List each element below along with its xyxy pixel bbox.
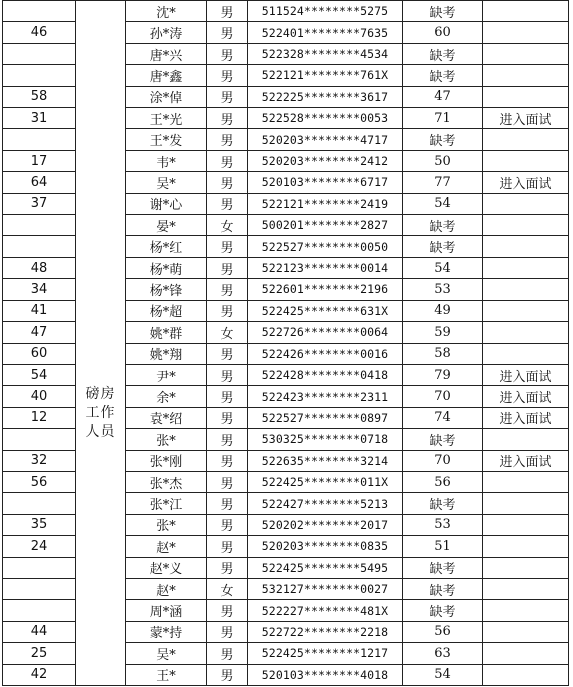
remark-cell: [483, 471, 569, 492]
rank-cell: 46: [3, 22, 76, 43]
score-cell: 63: [403, 643, 483, 664]
rank-cell: [3, 43, 76, 64]
rank-cell: 58: [3, 86, 76, 107]
sex-cell: 男: [207, 557, 248, 578]
score-cell: 缺考: [403, 129, 483, 150]
id-number-cell: 522425********5495: [248, 557, 403, 578]
sex-cell: 男: [207, 664, 248, 685]
remark-cell: [483, 664, 569, 685]
score-cell: 缺考: [403, 600, 483, 621]
id-number-cell: 522425********631X: [248, 300, 403, 321]
score-cell: 70: [403, 450, 483, 471]
rank-cell: 44: [3, 621, 76, 642]
id-number-cell: 522401********7635: [248, 22, 403, 43]
remark-cell: [483, 65, 569, 86]
score-cell: 缺考: [403, 493, 483, 514]
id-number-cell: 520203********2412: [248, 150, 403, 171]
name-cell: 王*: [126, 664, 207, 685]
sex-cell: 男: [207, 65, 248, 86]
rank-cell: 12: [3, 407, 76, 428]
name-cell: 杨*红: [126, 236, 207, 257]
score-cell: 74: [403, 407, 483, 428]
name-cell: 晏*: [126, 215, 207, 236]
remark-cell: 进入面试: [483, 450, 569, 471]
rank-cell: [3, 215, 76, 236]
rank-cell: [3, 557, 76, 578]
name-cell: 沈*: [126, 1, 207, 22]
remark-cell: [483, 578, 569, 599]
score-cell: 56: [403, 621, 483, 642]
rank-cell: [3, 1, 76, 22]
sex-cell: 男: [207, 129, 248, 150]
score-cell: 缺考: [403, 65, 483, 86]
score-cell: 59: [403, 322, 483, 343]
remark-cell: [483, 236, 569, 257]
id-number-cell: 520203********4717: [248, 129, 403, 150]
rank-cell: 64: [3, 172, 76, 193]
id-number-cell: 511524********5275: [248, 1, 403, 22]
remark-cell: [483, 150, 569, 171]
name-cell: 余*: [126, 386, 207, 407]
id-number-cell: 520103********6717: [248, 172, 403, 193]
name-cell: 姚*群: [126, 322, 207, 343]
sex-cell: 男: [207, 643, 248, 664]
remark-cell: [483, 322, 569, 343]
name-cell: 张*杰: [126, 471, 207, 492]
id-number-cell: 522121********761X: [248, 65, 403, 86]
sex-cell: 男: [207, 514, 248, 535]
sex-cell: 男: [207, 343, 248, 364]
sex-cell: 男: [207, 471, 248, 492]
id-number-cell: 522601********2196: [248, 279, 403, 300]
sex-cell: 男: [207, 108, 248, 129]
sex-cell: 男: [207, 621, 248, 642]
id-number-cell: 522328********4534: [248, 43, 403, 64]
results-table-body: [3, 1, 569, 686]
remark-cell: 进入面试: [483, 364, 569, 385]
remark-cell: [483, 86, 569, 107]
sex-cell: 女: [207, 578, 248, 599]
rank-cell: 31: [3, 108, 76, 129]
name-cell: 赵*: [126, 536, 207, 557]
score-cell: 56: [403, 471, 483, 492]
remark-cell: [483, 215, 569, 236]
id-number-cell: 522423********2311: [248, 386, 403, 407]
rank-cell: 37: [3, 193, 76, 214]
sex-cell: 男: [207, 600, 248, 621]
remark-cell: [483, 129, 569, 150]
sex-cell: 男: [207, 279, 248, 300]
remark-cell: [483, 193, 569, 214]
id-number-cell: 522726********0064: [248, 322, 403, 343]
name-cell: 杨*锋: [126, 279, 207, 300]
id-number-cell: 522635********3214: [248, 450, 403, 471]
name-cell: 吴*: [126, 643, 207, 664]
rank-cell: 40: [3, 386, 76, 407]
score-cell: 53: [403, 279, 483, 300]
remark-cell: [483, 643, 569, 664]
sex-cell: 男: [207, 257, 248, 278]
sex-cell: 男: [207, 407, 248, 428]
score-cell: 缺考: [403, 215, 483, 236]
id-number-cell: 522225********3617: [248, 86, 403, 107]
score-cell: 54: [403, 257, 483, 278]
remark-cell: [483, 257, 569, 278]
remark-cell: [483, 22, 569, 43]
name-cell: 王*光: [126, 108, 207, 129]
name-cell: 谢*心: [126, 193, 207, 214]
sex-cell: 女: [207, 215, 248, 236]
name-cell: 涂*倬: [126, 86, 207, 107]
score-cell: 缺考: [403, 578, 483, 599]
score-cell: 54: [403, 193, 483, 214]
remark-cell: 进入面试: [483, 172, 569, 193]
rank-cell: 24: [3, 536, 76, 557]
name-cell: 张*: [126, 429, 207, 450]
score-cell: 51: [403, 536, 483, 557]
sex-cell: 男: [207, 236, 248, 257]
rank-cell: [3, 578, 76, 599]
score-cell: 50: [403, 150, 483, 171]
rank-cell: [3, 236, 76, 257]
rank-cell: 56: [3, 471, 76, 492]
remark-cell: 进入面试: [483, 386, 569, 407]
id-number-cell: 522427********5213: [248, 493, 403, 514]
id-number-cell: 522123********0014: [248, 257, 403, 278]
rank-cell: [3, 600, 76, 621]
results-table: [2, 0, 569, 686]
table-row: [3, 1, 569, 22]
score-cell: 缺考: [403, 236, 483, 257]
remark-cell: [483, 300, 569, 321]
name-cell: 杨*萌: [126, 257, 207, 278]
id-number-cell: 522528********0053: [248, 108, 403, 129]
id-number-cell: 522527********0897: [248, 407, 403, 428]
id-number-cell: 520202********2017: [248, 514, 403, 535]
id-number-cell: 522425********011X: [248, 471, 403, 492]
rank-cell: 32: [3, 450, 76, 471]
rank-cell: [3, 65, 76, 86]
sex-cell: 男: [207, 536, 248, 557]
score-cell: 缺考: [403, 429, 483, 450]
score-cell: 缺考: [403, 43, 483, 64]
sex-cell: 男: [207, 43, 248, 64]
name-cell: 尹*: [126, 364, 207, 385]
rank-cell: 25: [3, 643, 76, 664]
id-number-cell: 532127********0027: [248, 578, 403, 599]
name-cell: 孙*涛: [126, 22, 207, 43]
rank-cell: 17: [3, 150, 76, 171]
score-cell: 58: [403, 343, 483, 364]
id-number-cell: 522121********2419: [248, 193, 403, 214]
score-cell: 缺考: [403, 557, 483, 578]
rank-cell: [3, 429, 76, 450]
remark-cell: [483, 536, 569, 557]
remark-cell: [483, 343, 569, 364]
rank-cell: 34: [3, 279, 76, 300]
score-cell: 60: [403, 22, 483, 43]
name-cell: 周*涵: [126, 600, 207, 621]
score-cell: 77: [403, 172, 483, 193]
remark-cell: [483, 621, 569, 642]
position-cell: [76, 1, 126, 686]
rank-cell: 47: [3, 322, 76, 343]
id-number-cell: 500201********2827: [248, 215, 403, 236]
name-cell: 王*发: [126, 129, 207, 150]
remark-cell: [483, 279, 569, 300]
rank-cell: 60: [3, 343, 76, 364]
sex-cell: 男: [207, 86, 248, 107]
name-cell: 张*江: [126, 493, 207, 514]
rank-cell: 35: [3, 514, 76, 535]
remark-cell: [483, 514, 569, 535]
score-cell: 70: [403, 386, 483, 407]
rank-cell: 48: [3, 257, 76, 278]
sex-cell: 男: [207, 172, 248, 193]
remark-cell: [483, 43, 569, 64]
score-cell: 79: [403, 364, 483, 385]
rank-cell: 54: [3, 364, 76, 385]
score-cell: 53: [403, 514, 483, 535]
sex-cell: 女: [207, 322, 248, 343]
name-cell: 姚*翔: [126, 343, 207, 364]
score-cell: 71: [403, 108, 483, 129]
name-cell: 赵*: [126, 578, 207, 599]
rank-cell: [3, 493, 76, 514]
name-cell: 吴*: [126, 172, 207, 193]
sex-cell: 男: [207, 193, 248, 214]
score-cell: 54: [403, 664, 483, 685]
remark-cell: [483, 493, 569, 514]
remark-cell: 进入面试: [483, 108, 569, 129]
name-cell: 张*: [126, 514, 207, 535]
name-cell: 袁*绍: [126, 407, 207, 428]
id-number-cell: 520203********0835: [248, 536, 403, 557]
remark-cell: [483, 600, 569, 621]
position-label: 磅房 工作 人员: [85, 385, 116, 440]
id-number-cell: 522428********0418: [248, 364, 403, 385]
remark-cell: [483, 1, 569, 22]
name-cell: 张*刚: [126, 450, 207, 471]
remark-cell: 进入面试: [483, 407, 569, 428]
sex-cell: 男: [207, 450, 248, 471]
sex-cell: 男: [207, 1, 248, 22]
name-cell: 唐*鑫: [126, 65, 207, 86]
remark-cell: [483, 429, 569, 450]
sex-cell: 男: [207, 300, 248, 321]
id-number-cell: 522227********481X: [248, 600, 403, 621]
sex-cell: 男: [207, 364, 248, 385]
sex-cell: 男: [207, 386, 248, 407]
score-cell: 缺考: [403, 1, 483, 22]
rank-cell: 42: [3, 664, 76, 685]
sex-cell: 男: [207, 493, 248, 514]
id-number-cell: 522722********2218: [248, 621, 403, 642]
score-cell: 47: [403, 86, 483, 107]
name-cell: 韦*: [126, 150, 207, 171]
sex-cell: 男: [207, 22, 248, 43]
id-number-cell: 530325********0718: [248, 429, 403, 450]
remark-cell: [483, 557, 569, 578]
sex-cell: 男: [207, 150, 248, 171]
name-cell: 唐*兴: [126, 43, 207, 64]
rank-cell: 41: [3, 300, 76, 321]
id-number-cell: 522426********0016: [248, 343, 403, 364]
score-cell: 49: [403, 300, 483, 321]
id-number-cell: 522425********1217: [248, 643, 403, 664]
id-number-cell: 520103********4018: [248, 664, 403, 685]
name-cell: 赵*义: [126, 557, 207, 578]
sex-cell: 男: [207, 429, 248, 450]
rank-cell: [3, 129, 76, 150]
name-cell: 蒙*持: [126, 621, 207, 642]
name-cell: 杨*超: [126, 300, 207, 321]
id-number-cell: 522527********0050: [248, 236, 403, 257]
